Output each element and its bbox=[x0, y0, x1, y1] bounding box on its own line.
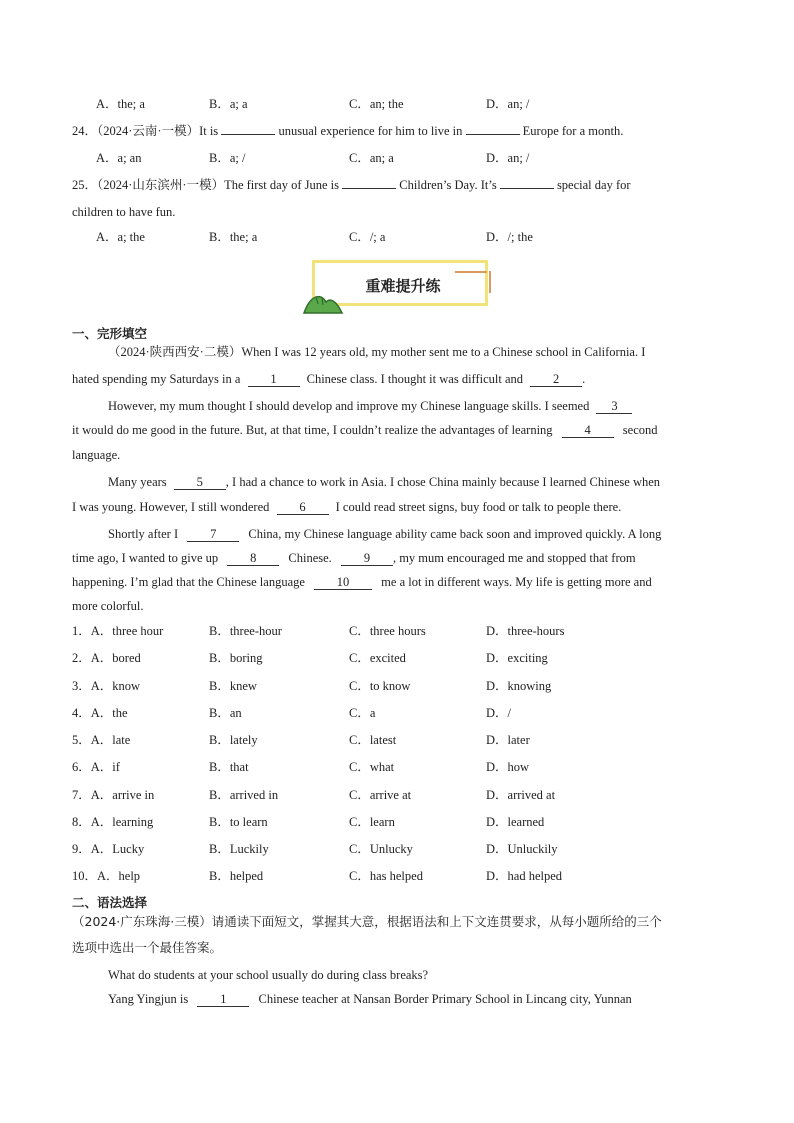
passage-line bbox=[108, 991, 632, 1007]
option-a[interactable]: 6．A．if bbox=[72, 760, 120, 774]
option-c[interactable]: C．has helped bbox=[349, 869, 423, 883]
instruction-line: （2024·广东珠海·三模）请通读下面短文，掌握其大意，根据语法和上下文连贯要求，从每小题所给的三个 bbox=[72, 914, 662, 929]
banner-accent-line bbox=[489, 271, 491, 293]
question-24 bbox=[72, 123, 623, 139]
option-c[interactable]: C．an; the bbox=[349, 97, 404, 111]
passage-text: hated spending my Saturdays in a bbox=[72, 372, 241, 386]
option-a[interactable]: 1．A．three hour bbox=[72, 624, 164, 638]
option-d[interactable]: D．later bbox=[486, 733, 530, 747]
passage-text: Yang Yingjun is bbox=[108, 992, 189, 1006]
option-c[interactable]: C．arrive at bbox=[349, 788, 412, 802]
option-d[interactable]: D．knowing bbox=[486, 679, 552, 693]
passage-line: What do students at your school usually do during class breaks? bbox=[108, 968, 429, 982]
passage-line bbox=[108, 474, 660, 490]
cloze-blank: 2 bbox=[530, 373, 582, 387]
option-a[interactable]: 5．A．late bbox=[72, 733, 131, 747]
cloze-blank: 4 bbox=[562, 424, 614, 438]
option-a[interactable]: A．a; the bbox=[96, 230, 145, 244]
option-d[interactable]: D．/ bbox=[486, 706, 512, 720]
section-banner bbox=[302, 258, 492, 314]
option-a[interactable]: 7．A．arrive in bbox=[72, 788, 155, 802]
option-d[interactable]: D．exciting bbox=[486, 651, 548, 665]
option-b[interactable]: B．boring bbox=[209, 651, 263, 665]
passage-text: Chinese class. I thought it was difficult and bbox=[306, 372, 524, 386]
option-c[interactable]: C．learn bbox=[349, 815, 395, 829]
option-d[interactable]: D．had helped bbox=[486, 869, 563, 883]
cloze-blank: 1 bbox=[248, 373, 300, 387]
passage-line bbox=[72, 499, 621, 515]
cloze-blank: 10 bbox=[314, 576, 372, 590]
option-d[interactable]: D．how bbox=[486, 760, 530, 774]
option-a[interactable]: 3．A．know bbox=[72, 679, 141, 693]
option-a[interactable]: 2．A．bored bbox=[72, 651, 141, 665]
option-c[interactable]: C．latest bbox=[349, 733, 397, 747]
passage-line bbox=[72, 574, 652, 590]
instruction-line: 选项中选出一个最佳答案。 bbox=[72, 940, 223, 955]
mountain-icon bbox=[302, 288, 344, 314]
cloze-blank: 7 bbox=[187, 528, 239, 542]
passage-line: language. bbox=[72, 448, 121, 462]
option-b[interactable]: B．the; a bbox=[209, 230, 258, 244]
option-b[interactable]: B．three-hour bbox=[209, 624, 282, 638]
passage-text: I was young. However, I still wondered bbox=[72, 500, 270, 514]
passage-text: , my mum encouraged me and stopped that from bbox=[392, 551, 636, 565]
option-d[interactable]: D．arrived at bbox=[486, 788, 556, 802]
option-b[interactable]: B．that bbox=[209, 760, 249, 774]
option-c[interactable]: C．an; a bbox=[349, 151, 394, 165]
question-25-text-end: special day for bbox=[556, 178, 631, 192]
option-a[interactable]: A．a; an bbox=[96, 151, 142, 165]
passage-text: Chinese. bbox=[288, 551, 332, 565]
option-d[interactable]: D．an; / bbox=[486, 97, 530, 111]
question-24-text: unusual experience for him to live in bbox=[278, 124, 463, 138]
passage-text: Many years bbox=[108, 475, 167, 489]
cloze-blank: 8 bbox=[227, 552, 279, 566]
cloze-blank: 6 bbox=[277, 501, 329, 515]
option-b[interactable]: B．helped bbox=[209, 869, 264, 883]
passage-text: Chinese teacher at Nansan Border Primary School in Lincang city, Yunnan bbox=[258, 992, 632, 1006]
cloze-blank: 1 bbox=[197, 993, 249, 1007]
option-d[interactable]: D．/; the bbox=[486, 230, 533, 244]
option-c[interactable]: C．a bbox=[349, 706, 376, 720]
section-heading: 二、语法选择 bbox=[72, 895, 148, 910]
option-b[interactable]: B．knew bbox=[209, 679, 257, 693]
option-b[interactable]: B．a; / bbox=[209, 151, 246, 165]
option-b[interactable]: B．a; a bbox=[209, 97, 248, 111]
option-a[interactable]: 4．A．the bbox=[72, 706, 128, 720]
question-24-text-end: Europe for a month. bbox=[522, 124, 624, 138]
option-c[interactable]: C．to know bbox=[349, 679, 411, 693]
passage-text: , I had a chance to work in Asia. I chose China mainly because I learned Chinese when bbox=[225, 475, 661, 489]
question-25 bbox=[72, 177, 631, 193]
passage-text: . bbox=[582, 372, 586, 386]
passage-line bbox=[72, 550, 636, 566]
passage-line bbox=[72, 371, 585, 387]
passage-text: me a lot in different ways. My life is getting more and bbox=[381, 575, 652, 589]
option-b[interactable]: B．lately bbox=[209, 733, 258, 747]
passage-text: second bbox=[622, 423, 658, 437]
passage-text: I could read street signs, buy food or talk to people there. bbox=[335, 500, 622, 514]
option-a[interactable]: A．the; a bbox=[96, 97, 145, 111]
section-heading: 一、完形填空 bbox=[72, 326, 148, 341]
option-c[interactable]: C．what bbox=[349, 760, 395, 774]
question-25-line2: children to have fun. bbox=[72, 205, 176, 219]
option-b[interactable]: B．to learn bbox=[209, 815, 268, 829]
option-c[interactable]: C．/; a bbox=[349, 230, 386, 244]
option-b[interactable]: B．an bbox=[209, 706, 242, 720]
option-b[interactable]: B．Luckily bbox=[209, 842, 269, 856]
option-d[interactable]: D．Unluckily bbox=[486, 842, 558, 856]
banner-title: 重难提升练 bbox=[365, 277, 441, 295]
passage-line bbox=[72, 422, 658, 438]
cloze-blank: 3 bbox=[596, 400, 632, 414]
cloze-blank: 9 bbox=[341, 552, 393, 566]
passage-text: China, my Chinese language ability came back soon and improved quickly. A long bbox=[248, 527, 662, 541]
passage-text: happening. I’m glad that the Chinese language bbox=[72, 575, 305, 589]
passage-line: more colorful. bbox=[72, 599, 144, 613]
option-c[interactable]: C．Unlucky bbox=[349, 842, 413, 856]
passage-line bbox=[108, 526, 661, 542]
option-a[interactable]: 8．A．learning bbox=[72, 815, 154, 829]
passage-line: （2024·陕西西安·二模）When I was 12 years old, my mother sent me to a Chinese school in California. I bbox=[108, 345, 646, 359]
passage-text: it would do me good in the future. But, at that time, I couldn’t realize the advantages of learning bbox=[72, 423, 553, 437]
option-d[interactable]: D．an; / bbox=[486, 151, 530, 165]
option-c[interactable]: C．excited bbox=[349, 651, 406, 665]
question-25-stem: 25．（2024·山东滨州·一模）The first day of June is bbox=[72, 178, 339, 192]
option-b[interactable]: B．arrived in bbox=[209, 788, 279, 802]
question-25-text: Children’s Day. It’s bbox=[399, 178, 497, 192]
option-c[interactable]: C．three hours bbox=[349, 624, 426, 638]
passage-text: However, my mum thought I should develop and improve my Chinese language skills. I seemed bbox=[108, 399, 590, 413]
passage-line bbox=[108, 398, 632, 414]
option-d[interactable]: D．learned bbox=[486, 815, 545, 829]
cloze-blank: 5 bbox=[174, 476, 226, 490]
passage-text: Shortly after I bbox=[108, 527, 179, 541]
option-a[interactable]: 10．A．help bbox=[72, 869, 141, 883]
option-d[interactable]: D．three-hours bbox=[486, 624, 565, 638]
answer-blank bbox=[221, 134, 275, 135]
answer-blank bbox=[466, 134, 520, 135]
answer-blank bbox=[500, 188, 554, 189]
passage-text: time ago, I wanted to give up bbox=[72, 551, 219, 565]
option-a[interactable]: 9．A．Lucky bbox=[72, 842, 145, 856]
banner-accent-line bbox=[455, 271, 487, 273]
answer-blank bbox=[342, 188, 396, 189]
question-24-stem: 24．（2024·云南·一模）It is bbox=[72, 124, 219, 138]
